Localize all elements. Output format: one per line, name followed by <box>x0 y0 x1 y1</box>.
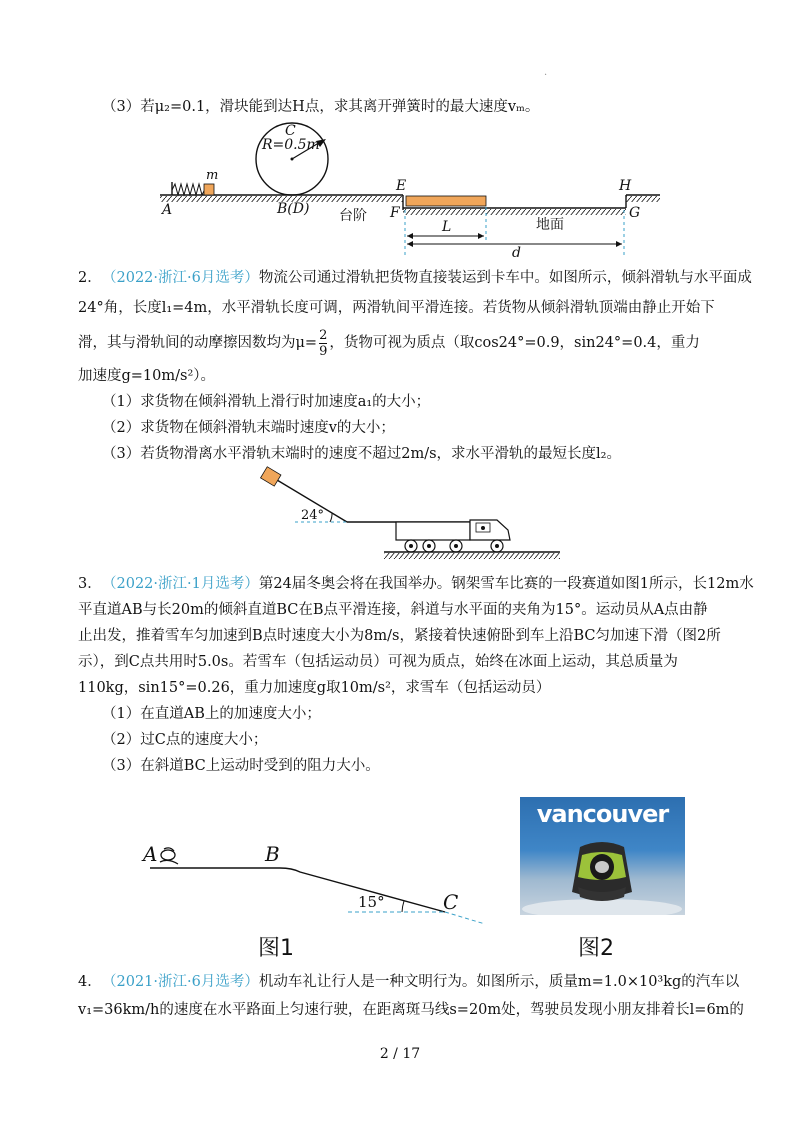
q3-sub2: （2）过C点的速度大小； <box>102 732 268 748</box>
q4-line2: v₁=36km/h的速度在水平路面上匀速行驶，在距离斑马线s=20m处，驾驶员发现小朋友排着长l=6m的 <box>78 1002 744 1018</box>
label-H: H <box>619 178 632 194</box>
q2-sub2: （2）求货物在倾斜滑轨末端时速度v的大小； <box>102 420 395 436</box>
q2-angle-label: 24° <box>301 508 325 523</box>
q2-number: 2． <box>78 270 102 286</box>
photo-text: vancouver <box>536 800 669 828</box>
label-E: E <box>396 178 407 194</box>
mu-fraction: $\frac{2}{9}$ <box>319 327 328 359</box>
q2-text1: 物流公司通过滑轨把货物直接装运到卡车中。如图所示，倾斜滑轨与水平面成 <box>258 270 752 286</box>
q4-line1 <box>102 972 739 992</box>
q4-text1: 机动车礼让行人是一种文明行为。如图所示，质量m=1.0×10³kg的汽车以 <box>258 974 740 990</box>
skeleton-photo <box>520 797 685 915</box>
label-L: L <box>442 219 452 235</box>
label-G: G <box>629 205 641 221</box>
q3-sub3: （3）在斜道BC上运动时受到的阻力大小。 <box>102 758 380 774</box>
label-m: m <box>206 168 219 183</box>
q3-label-C: C <box>443 890 459 914</box>
label-R: R=0.5m <box>262 137 320 153</box>
q3-line3: 止出发，推着雪车匀加速到B点时速度大小为8m/s，紧接着快速俯卧到车上沿BC匀加速下滑（图2所 <box>78 628 721 644</box>
q3-line2: 平直道AB与长20m的倾斜直道BC在B点平滑连接，斜道与水平面的夹角为15°。运动员从A点由静 <box>78 602 708 618</box>
label-step: 台阶 <box>339 208 367 224</box>
athlete-icon <box>160 848 178 864</box>
label-ground: 地面 <box>536 217 564 233</box>
q2-source: （2022·浙江·6月选考） <box>102 270 259 286</box>
q4-source: （2021·浙江·6月选考） <box>102 974 259 990</box>
q3-line4: 示），到C点共用时5.0s。若雪车（包括运动员）可视为质点，始终在冰面上运动，其总质量为 <box>78 654 678 670</box>
q3-line5: 110kg，sin15°=0.26，重力加速度g取10m/s²，求雪车（包括运动员） <box>78 680 551 696</box>
label-A-q1: A <box>162 202 173 218</box>
q2-text3b: ，货物可视为质点（取cos24°=0.9，sin24°=0.4，重力 <box>329 335 700 351</box>
label-d: d <box>512 245 521 261</box>
q2-sub1: （1）求货物在倾斜滑轨上滑行时加速度a₁的大小； <box>102 394 431 410</box>
q2-line2: 24°角，长度l₁=4m，水平滑轨长度可调，两滑轨间平滑连接。若货物从倾斜滑轨顶端由静止开始下 <box>78 300 715 316</box>
q4-number: 4． <box>78 974 102 990</box>
page-number: 2 / 17 <box>379 1046 421 1062</box>
q3-label-A: A <box>143 842 158 866</box>
q2-sub3: （3）若货物滑离水平滑轨末端时的速度不超过2m/s，求水平滑轨的最短长度l₂。 <box>102 446 621 462</box>
q3-source: （2022·浙江·1月选考） <box>102 576 259 592</box>
q3-sub1: （1）在直道AB上的加速度大小； <box>102 706 321 722</box>
q2-line4: 加速度g=10m/s²）。 <box>78 368 216 384</box>
q1-part3: （3）若μ₂=0.1，滑块能到达H点，求其离开弹簧时的最大速度vₘ。 <box>102 99 540 115</box>
caption-fig2: 图2 <box>578 936 614 961</box>
label-F: F <box>390 205 400 221</box>
caption-fig1: 图1 <box>258 936 294 961</box>
q3-angle: 15° <box>358 893 385 911</box>
q3-number: 3． <box>78 576 102 592</box>
label-C-q1: C <box>285 123 296 139</box>
label-BD: B(D) <box>277 201 310 217</box>
q3-label-B: B <box>265 842 280 866</box>
top-mark: · <box>544 70 548 81</box>
q2-text3a: 滑，其与滑轨间的动摩擦因数均为μ= <box>78 335 318 351</box>
q3-text1: 第24届冬奥会将在我国举办。钢架雪车比赛的一段赛道如图1所示，长12m水 <box>258 576 754 592</box>
